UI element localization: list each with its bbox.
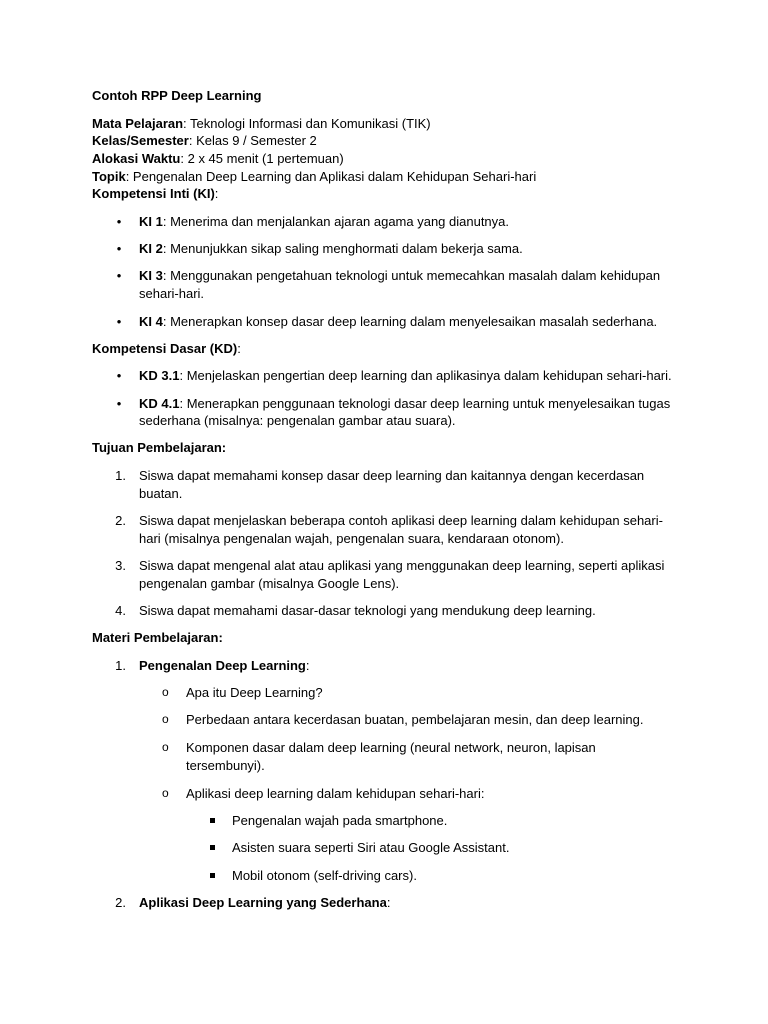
materi-sub-2: Perbedaan antara kecerdasan buatan, pembelajaran mesin, dan deep learning. [186,712,644,727]
square-bullet-icon [210,873,215,878]
materi-sub-1: Apa itu Deep Learning? [186,685,323,700]
kd-item-2-cont: sederhana (misalnya: pengenalan gambar atau suara). [139,413,456,428]
list-number: 4. [115,603,126,618]
list-number: 1. [115,468,126,483]
kd-heading: Kompetensi Dasar (KD): [92,341,241,356]
materi-item-1: Pengenalan Deep Learning: [139,658,310,673]
circle-bullet-icon: o [162,685,169,699]
bullet-icon: • [116,214,122,229]
square-bullet-icon [210,845,215,850]
square-bullet-icon [210,818,215,823]
tujuan-item-3: Siswa dapat mengenal alat atau aplikasi yang menggunakan deep learning, seperti aplikasi [139,558,665,573]
tujuan-item-1: Siswa dapat memahami konsep dasar deep learning dan kaitannya dengan kecerdasan [139,468,645,483]
ki-item-3: KI 3: Menggunakan pengetahuan teknologi untuk memecahkan masalah dalam kehidupan [139,268,661,283]
bullet-icon: • [116,396,122,411]
bullet-icon: • [116,268,122,283]
ki-item-3-cont: sehari-hari. [139,286,205,301]
tujuan-item-2-cont: hari (misalnya pengenalan wajah, pengenalan suara, kendaraan otonom). [139,531,564,546]
ki-item-1: KI 1: Menerima dan menjalankan ajaran agama yang dianutnya. [139,214,510,229]
list-number: 2. [115,895,126,910]
bullet-icon: • [116,314,122,329]
meta-kelas: Kelas/Semester: Kelas 9 / Semester 2 [92,133,317,148]
materi-subsub-2: Asisten suara seperti Siri atau Google Assistant. [232,840,510,855]
tujuan-item-1-cont: buatan. [139,486,183,501]
tujuan-item-3-cont: pengenalan gambar (misalnya Google Lens). [139,576,400,591]
bullet-icon: • [116,241,122,256]
circle-bullet-icon: o [162,712,169,726]
materi-sub-3-cont: tersembunyi). [186,758,265,773]
circle-bullet-icon: o [162,786,169,800]
meta-topik: Topik: Pengenalan Deep Learning dan Aplikasi dalam Kehidupan Sehari-hari [92,169,537,184]
list-number: 1. [115,658,126,673]
ki-item-4: KI 4: Menerapkan konsep dasar deep learning dalam menyelesaikan masalah sederhana. [139,314,658,329]
list-number: 3. [115,558,126,573]
tujuan-item-4: Siswa dapat memahami dasar-dasar teknologi yang mendukung deep learning. [139,603,596,618]
circle-bullet-icon: o [162,740,169,754]
materi-subsub-1: Pengenalan wajah pada smartphone. [232,813,448,828]
ki-heading: Kompetensi Inti (KI): [92,186,219,201]
doc-title: Contoh RPP Deep Learning [92,88,262,103]
bullet-icon: • [116,368,122,383]
tujuan-heading: Tujuan Pembelajaran: [92,440,227,455]
materi-sub-3: Komponen dasar dalam deep learning (neural network, neuron, lapisan [186,740,596,755]
meta-mapel: Mata Pelajaran: Teknologi Informasi dan Komunikasi (TIK) [92,116,431,131]
materi-item-2: Aplikasi Deep Learning yang Sederhana: [139,895,391,910]
kd-item-2: KD 4.1: Menerapkan penggunaan teknologi dasar deep learning untuk menyelesaikan tugas [139,396,671,411]
list-number: 2. [115,513,126,528]
meta-alokasi: Alokasi Waktu: 2 x 45 menit (1 pertemuan) [92,151,344,166]
materi-subsub-3: Mobil otonom (self-driving cars). [232,868,417,883]
tujuan-item-2: Siswa dapat menjelaskan beberapa contoh aplikasi deep learning dalam kehidupan sehari- [139,513,663,528]
ki-item-2: KI 2: Menunjukkan sikap saling menghormati dalam bekerja sama. [139,241,523,256]
materi-sub-4: Aplikasi deep learning dalam kehidupan sehari-hari: [186,786,485,801]
materi-heading: Materi Pembelajaran: [92,630,223,645]
kd-item-1: KD 3.1: Menjelaskan pengertian deep learning dan aplikasinya dalam kehidupan sehari-hari. [139,368,672,383]
